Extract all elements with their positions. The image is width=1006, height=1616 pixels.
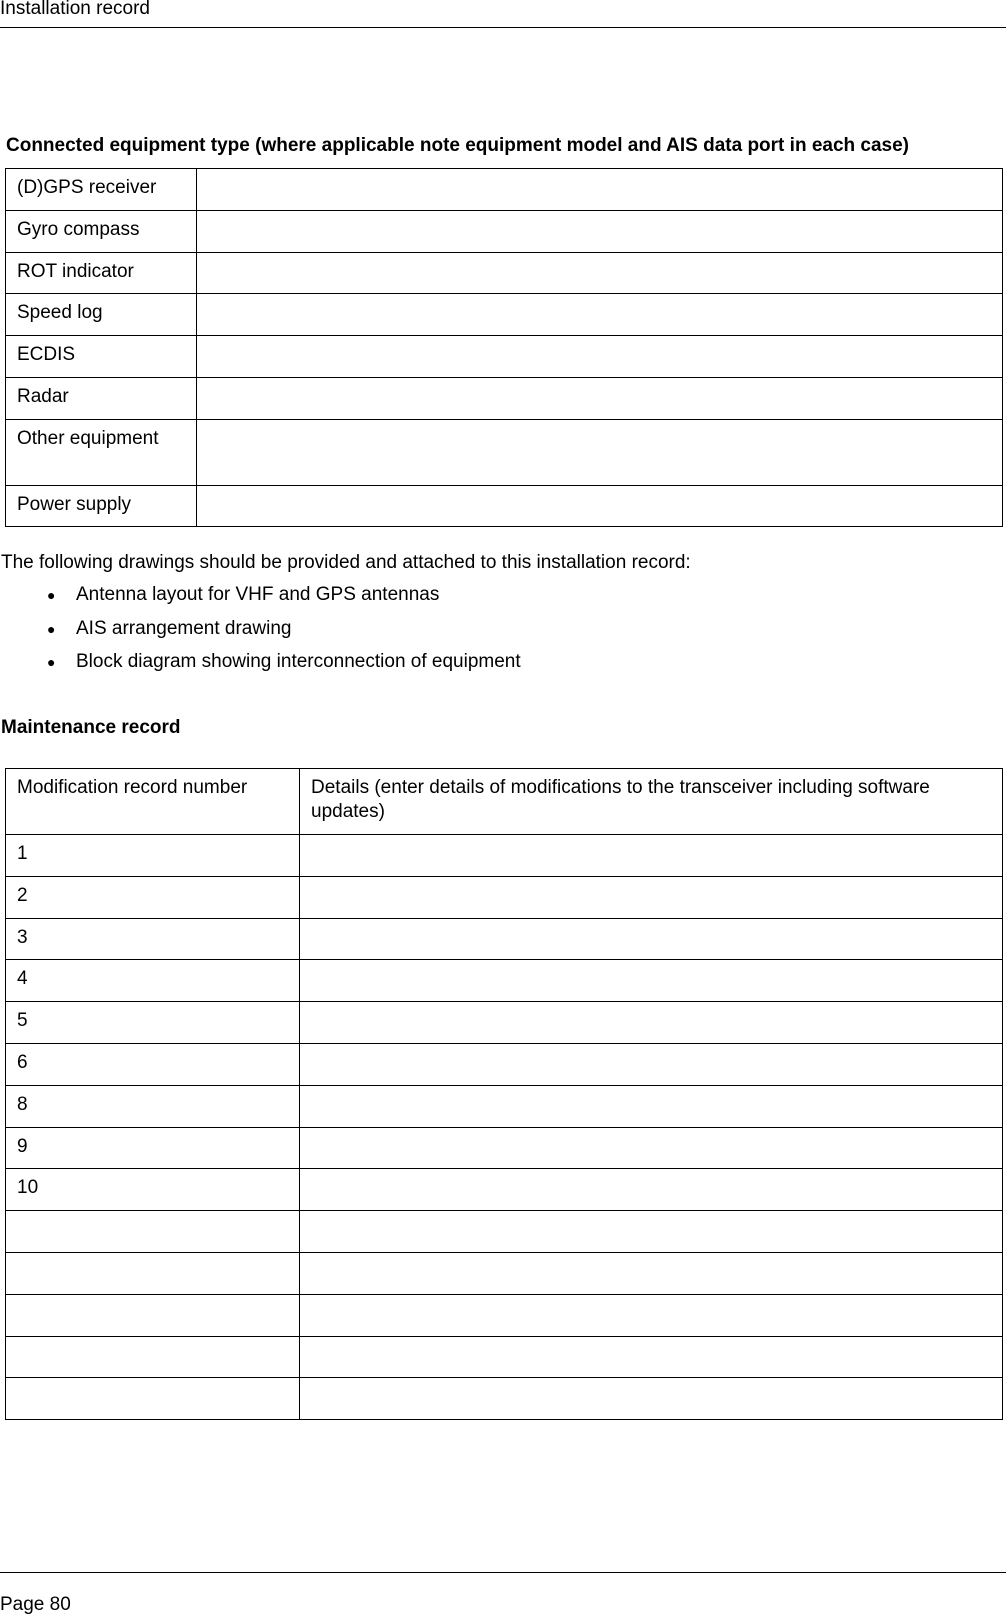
record-details-cell[interactable] xyxy=(300,1336,1003,1378)
equipment-value-cell[interactable] xyxy=(197,419,1003,485)
drawing-item-text: Antenna layout for VHF and GPS antennas xyxy=(76,584,440,605)
table-row xyxy=(6,1252,1003,1294)
record-details-cell[interactable] xyxy=(300,1002,1003,1044)
page-number: Page 80 xyxy=(0,1594,71,1615)
header-divider xyxy=(0,27,1006,28)
record-details-cell[interactable] xyxy=(300,835,1003,877)
maintenance-heading: Maintenance record xyxy=(1,717,181,738)
equipment-label: (D)GPS receiver xyxy=(6,169,197,211)
table-row xyxy=(6,1336,1003,1378)
record-number-cell[interactable] xyxy=(6,1336,300,1378)
equipment-value-cell[interactable] xyxy=(197,485,1003,527)
record-number-cell[interactable] xyxy=(6,1294,300,1336)
footer-divider xyxy=(0,1572,1006,1573)
table-row xyxy=(6,918,1003,960)
connected-equipment-table xyxy=(5,168,1003,527)
maintenance-record-table xyxy=(5,768,1003,1420)
equipment-label: ECDIS xyxy=(6,336,197,378)
table-row xyxy=(6,294,1003,336)
bullet-icon: ● xyxy=(47,620,56,637)
record-number-cell: 6 xyxy=(6,1043,300,1085)
table-row xyxy=(6,835,1003,877)
drawing-item-text: AIS arrangement drawing xyxy=(76,617,292,639)
equipment-label: Power supply xyxy=(6,485,197,527)
record-number-cell: 1 xyxy=(6,835,300,877)
table-row xyxy=(6,377,1003,419)
table-row xyxy=(6,876,1003,918)
equipment-label: Other equipment xyxy=(6,419,197,485)
drawings-intro-text: The following drawings should be provided and attached to this installation record: xyxy=(1,552,691,573)
table-row xyxy=(6,1378,1003,1420)
table-row xyxy=(6,1043,1003,1085)
table-row xyxy=(6,1127,1003,1169)
table-row xyxy=(6,252,1003,294)
record-number-cell: 4 xyxy=(6,960,300,1002)
list-item xyxy=(0,583,521,617)
record-details-cell[interactable] xyxy=(300,1378,1003,1420)
table-row xyxy=(6,1211,1003,1253)
record-number-cell[interactable] xyxy=(6,1378,300,1420)
equipment-value-cell[interactable] xyxy=(197,169,1003,211)
record-details-cell[interactable] xyxy=(300,1127,1003,1169)
bullet-icon: ● xyxy=(47,654,56,670)
record-number-cell: 5 xyxy=(6,1002,300,1044)
table-row xyxy=(6,210,1003,252)
record-number-cell[interactable] xyxy=(6,1252,300,1294)
list-item xyxy=(0,650,521,684)
table-header-row xyxy=(6,769,1003,835)
equipment-label: Speed log xyxy=(6,294,197,336)
table-row xyxy=(6,336,1003,378)
record-number-cell: 2 xyxy=(6,876,300,918)
equipment-value-cell[interactable] xyxy=(197,210,1003,252)
table-row xyxy=(6,960,1003,1002)
list-item xyxy=(0,617,521,651)
record-details-cell[interactable] xyxy=(300,1211,1003,1253)
record-details-cell[interactable] xyxy=(300,1169,1003,1211)
record-number-cell: 9 xyxy=(6,1127,300,1169)
record-number-cell: 10 xyxy=(6,1169,300,1211)
record-details-cell[interactable] xyxy=(300,1294,1003,1336)
equipment-value-cell[interactable] xyxy=(197,377,1003,419)
column-header-details: Details (enter details of modifications to the transceiver including software updates) xyxy=(300,769,1003,835)
record-details-cell[interactable] xyxy=(300,1085,1003,1127)
page-header-title: Installation record xyxy=(0,0,150,19)
table-row xyxy=(6,485,1003,527)
record-details-cell[interactable] xyxy=(300,1252,1003,1294)
table-row xyxy=(6,419,1003,485)
record-number-cell: 8 xyxy=(6,1085,300,1127)
drawing-item-text: Block diagram showing interconnection of equipment xyxy=(76,651,521,672)
equipment-label: ROT indicator xyxy=(6,252,197,294)
equipment-label: Gyro compass xyxy=(6,210,197,252)
column-header-number: Modification record number xyxy=(6,769,300,835)
equipment-value-cell[interactable] xyxy=(197,252,1003,294)
record-number-cell[interactable] xyxy=(6,1211,300,1253)
table-row xyxy=(6,169,1003,211)
equipment-value-cell[interactable] xyxy=(197,336,1003,378)
bullet-icon: ● xyxy=(47,587,56,603)
record-details-cell[interactable] xyxy=(300,918,1003,960)
equipment-label: Radar xyxy=(6,377,197,419)
equipment-value-cell[interactable] xyxy=(197,294,1003,336)
record-details-cell[interactable] xyxy=(300,876,1003,918)
table-row xyxy=(6,1085,1003,1127)
record-details-cell[interactable] xyxy=(300,1043,1003,1085)
equipment-table-caption: Connected equipment type (where applicable note equipment model and AIS data port in each case) xyxy=(6,135,910,156)
table-row xyxy=(6,1294,1003,1336)
record-number-cell: 3 xyxy=(6,918,300,960)
drawings-list xyxy=(0,583,521,684)
record-details-cell[interactable] xyxy=(300,960,1003,1002)
table-row xyxy=(6,1169,1003,1211)
table-row xyxy=(6,1002,1003,1044)
